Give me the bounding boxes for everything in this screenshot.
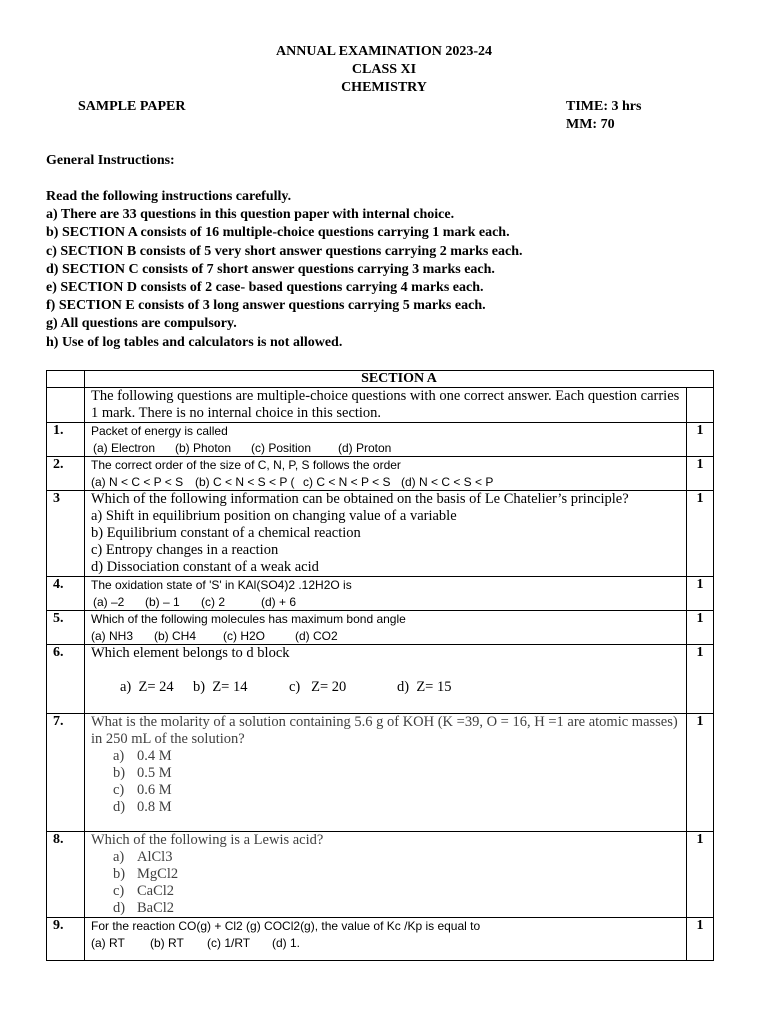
option-letter: a) <box>113 849 125 865</box>
question-text: Packet of energy is called <box>91 424 228 438</box>
option-letter: a) <box>113 748 125 764</box>
option: 0.5 M <box>137 765 172 781</box>
option: MgCl2 <box>137 866 179 882</box>
question-number: 2. <box>47 457 85 491</box>
option: (c) 2 <box>201 594 225 609</box>
option: (d) CO2 <box>295 628 338 643</box>
option-letter: b) <box>113 866 126 882</box>
question-mark: 1 <box>686 918 713 961</box>
question-mark: 1 <box>686 577 713 611</box>
option: (b) CH4 <box>154 628 197 643</box>
option: b) Z= 14 <box>193 679 248 695</box>
subject-title: CHEMISTRY <box>341 80 427 95</box>
question-mark: 1 <box>686 714 713 832</box>
question-number: 3 <box>47 491 85 577</box>
question-number: 5. <box>47 611 85 645</box>
option: (a) Electron <box>93 440 156 455</box>
option: (d) + 6 <box>261 594 297 609</box>
option: (a) –2 <box>93 594 125 609</box>
question-number: 1. <box>47 423 85 457</box>
question-text: What is the molarity of a solution containing 5.6 g of KOH (K =39, O = 16, H =1 are atomic masses) in 250 mL of the solution? <box>91 714 678 747</box>
question-text: Which of the following information can be obtained on the basis of Le Chatelier’s principle? <box>91 491 629 507</box>
question-number: 7. <box>47 714 85 832</box>
option: (c) 1/RT <box>207 935 251 950</box>
option: (a) RT <box>91 935 125 950</box>
option: 0.8 M <box>137 799 172 815</box>
question-number: 9. <box>47 918 85 961</box>
option: (d) 1. <box>272 935 301 950</box>
option: c) C < N < P < S <box>303 474 391 489</box>
option: (b) Photon <box>175 440 232 455</box>
option-letter: b) <box>113 765 126 781</box>
instruction-item: g) All questions are compulsory. <box>46 316 237 332</box>
option: (d) N < C < S < P <box>401 474 494 489</box>
question-text: Which of the following is a Lewis acid? <box>91 832 324 848</box>
option-letter: c) <box>113 883 125 899</box>
instructions-list <box>46 188 523 352</box>
table-row <box>47 423 714 457</box>
paper-type: SAMPLE PAPER <box>78 99 186 114</box>
option: (b) RT <box>150 935 184 950</box>
exam-title: ANNUAL EXAMINATION 2023-24 <box>276 44 492 59</box>
question-number: 8. <box>47 832 85 918</box>
instructions-heading: General Instructions: <box>46 153 175 168</box>
instruction-item: b) SECTION A consists of 16 multiple-choice questions carrying 1 mark each. <box>46 225 510 241</box>
question-text: For the reaction CO(g) + Cl2 (g) COCl2(g), the value of Kc /Kp is equal to <box>91 919 481 933</box>
question-number: 4. <box>47 577 85 611</box>
question-text: Which of the following molecules has maximum bond angle <box>91 612 406 626</box>
class-title: CLASS XI <box>351 62 417 77</box>
option: 0.6 M <box>137 782 172 798</box>
question-number: 6. <box>47 645 85 714</box>
option: CaCl2 <box>137 883 175 899</box>
option: (a) NH3 <box>91 628 134 643</box>
table-row <box>47 714 714 832</box>
instruction-item: c) SECTION B consists of 5 very short answer questions carrying 2 marks each. <box>46 243 523 259</box>
instruction-item: d) SECTION C consists of 7 short answer questions carrying 3 marks each. <box>46 261 495 277</box>
option: (b) C < N < S < P ( <box>195 474 295 489</box>
question-mark: 1 <box>686 457 713 491</box>
table-row <box>47 611 714 645</box>
question-text: The correct order of the size of C, N, P, S follows the order <box>91 458 401 472</box>
section-a-note: The following questions are multiple-choice questions with one correct answer. Each question carries 1 mark. There is no internal choice in this section. <box>85 388 687 423</box>
instructions-lead: Read the following instructions carefully. <box>46 189 292 204</box>
option: (b) – 1 <box>145 594 180 609</box>
table-row <box>47 457 714 491</box>
question-mark: 1 <box>686 832 713 918</box>
option: a) Z= 24 <box>120 679 174 695</box>
option: b) Equilibrium constant of a chemical reaction <box>91 525 361 541</box>
instruction-item: h) Use of log tables and calculators is not allowed. <box>46 334 343 350</box>
question-mark: 1 <box>686 645 713 714</box>
option: BaCl2 <box>137 900 175 916</box>
max-marks-label: MM: 70 <box>566 117 615 132</box>
table-row <box>47 645 714 714</box>
instruction-item: e) SECTION D consists of 2 case- based questions carrying 4 marks each. <box>46 280 484 296</box>
option: a) Shift in equilibrium position on changing value of a variable <box>91 508 457 524</box>
instruction-item: f) SECTION E consists of 3 long answer questions carrying 5 marks each. <box>46 298 486 314</box>
option: (d) Proton <box>338 440 392 455</box>
question-text: The oxidation state of 'S' in KAl(SO4)2 .12H2O is <box>91 578 352 592</box>
instruction-item: a) There are 33 questions in this question paper with internal choice. <box>46 207 455 223</box>
table-row <box>47 832 714 918</box>
option-letter: c) <box>113 782 125 798</box>
option: c) Z= 20 <box>289 679 347 695</box>
option: 0.4 M <box>137 748 172 764</box>
question-mark: 1 <box>686 491 713 577</box>
option: c) Entropy changes in a reaction <box>91 542 279 558</box>
table-row <box>47 918 714 961</box>
question-mark: 1 <box>686 611 713 645</box>
option: (c) Position <box>251 440 312 455</box>
section-a-title: SECTION A <box>85 371 714 388</box>
table-row <box>47 577 714 611</box>
question-mark: 1 <box>686 423 713 457</box>
option: (c) H2O <box>223 628 265 643</box>
option-letter: d) <box>113 799 126 815</box>
option-letter: d) <box>113 900 126 916</box>
time-label: TIME: 3 hrs <box>566 99 642 114</box>
option: AlCl3 <box>137 849 173 865</box>
option: d) Z= 15 <box>397 679 452 695</box>
option: (a) N < C < P < S <box>91 474 184 489</box>
option: d) Dissociation constant of a weak acid <box>91 559 319 575</box>
question-text: Which element belongs to d block <box>91 645 290 661</box>
section-a-table <box>46 370 714 961</box>
table-row <box>47 491 714 577</box>
